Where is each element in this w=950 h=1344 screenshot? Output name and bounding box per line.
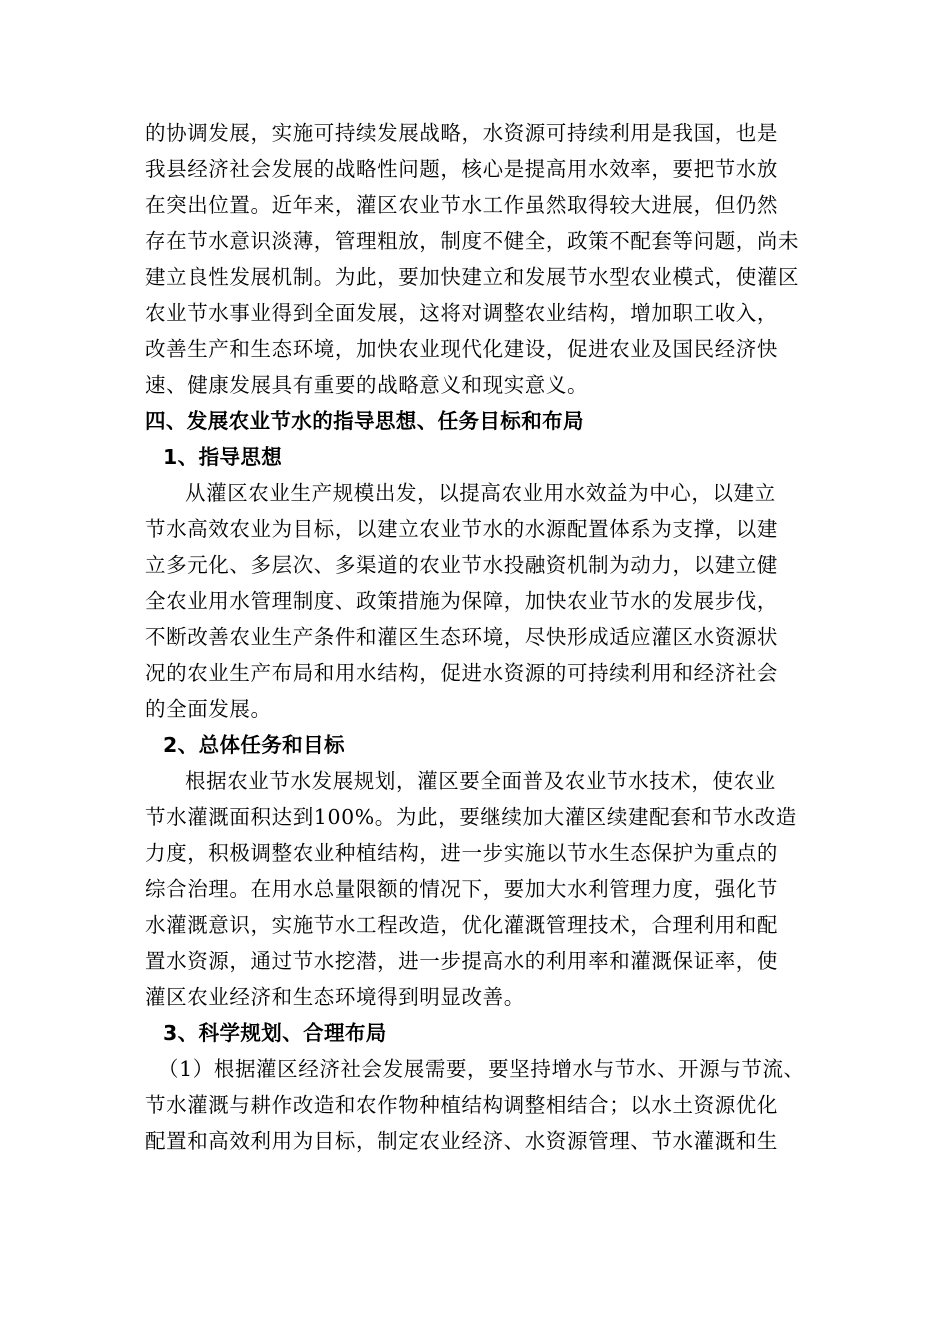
body-text-line: 速、健康发展具有重要的战略意义和现实意义。 <box>145 373 589 397</box>
body-text-line: 根据农业节水发展规划，灌区要全面普及农业节水技术，使农业 <box>185 769 776 793</box>
body-text-line: 配置和高效利用为目标，制定农业经济、水资源管理、节水灌溉和生 <box>145 1129 778 1153</box>
body-text-line: 力度，积极调整农业种植结构，进一步实施以节水生态保护为重点的 <box>145 841 778 865</box>
body-text-line: 置水资源，通过节水挖潜，进一步提高水的利用率和灌溉保证率，使 <box>145 949 778 973</box>
body-text-line: 在突出位置。近年来，灌区农业节水工作虽然取得较大进展，但仍然 <box>145 193 778 217</box>
body-text-line: 节水灌溉面积达到100%。为此，要继续加大灌区续建配套和节水改造 <box>145 805 797 829</box>
body-text-line: 节水灌溉与耕作改造和农作物种植结构调整相结合；以水土资源优化 <box>145 1093 778 1117</box>
body-text-line: 不断改善农业生产条件和灌区生态环境，尽快形成适应灌区水资源状 <box>145 625 778 649</box>
body-text-line: 综合治理。在用水总量限额的情况下，要加大水利管理力度，强化节 <box>145 877 778 901</box>
body-text-line: 建立良性发展机制。为此，要加快建立和发展节水型农业模式，使灌区 <box>145 265 800 289</box>
body-text-line: 从灌区农业生产规模出发，以提高农业用水效益为中心，以建立 <box>185 481 776 505</box>
body-text-line: 改善生产和生态环境，加快农业现代化建设，促进农业及国民经济快 <box>145 337 778 361</box>
body-text-line: 水灌溉意识，实施节水工程改造，优化灌溉管理技术，合理利用和配 <box>145 913 778 937</box>
body-text-line: （1）根据灌区经济社会发展需要，要坚持增水与节水、开源与节流、 <box>158 1057 805 1081</box>
section-heading: 四、发展农业节水的指导思想、任务目标和布局 <box>145 409 584 433</box>
subsection-heading: 1、指导思想 <box>163 445 283 469</box>
subsection-heading: 2、总体任务和目标 <box>163 733 345 757</box>
body-text-line: 的协调发展，实施可持续发展战略，水资源可持续利用是我国，也是 <box>145 121 778 145</box>
body-text-line: 的全面发展。 <box>145 697 272 721</box>
body-text-line: 节水高效农业为目标，以建立农业节水的水源配置体系为支撑，以建 <box>145 517 778 541</box>
body-text-line: 存在节水意识淡薄，管理粗放，制度不健全，政策不配套等问题，尚未 <box>145 229 800 253</box>
body-text-line: 我县经济社会发展的战略性问题，核心是提高用水效率，要把节水放 <box>145 157 778 181</box>
body-text-line: 立多元化、多层次、多渠道的农业节水投融资机制为动力，以建立健 <box>145 553 778 577</box>
body-text-line: 农业节水事业得到全面发展，这将对调整农业结构，增加职工收入， <box>145 301 778 325</box>
subsection-heading: 3、科学规划、合理布局 <box>163 1021 387 1045</box>
body-text-line: 全农业用水管理制度、政策措施为保障，加快农业节水的发展步伐， <box>145 589 778 613</box>
body-text-line: 灌区农业经济和生态环境得到明显改善。 <box>145 985 525 1009</box>
body-text-line: 况的农业生产布局和用水结构，促进水资源的可持续利用和经济社会 <box>145 661 778 685</box>
